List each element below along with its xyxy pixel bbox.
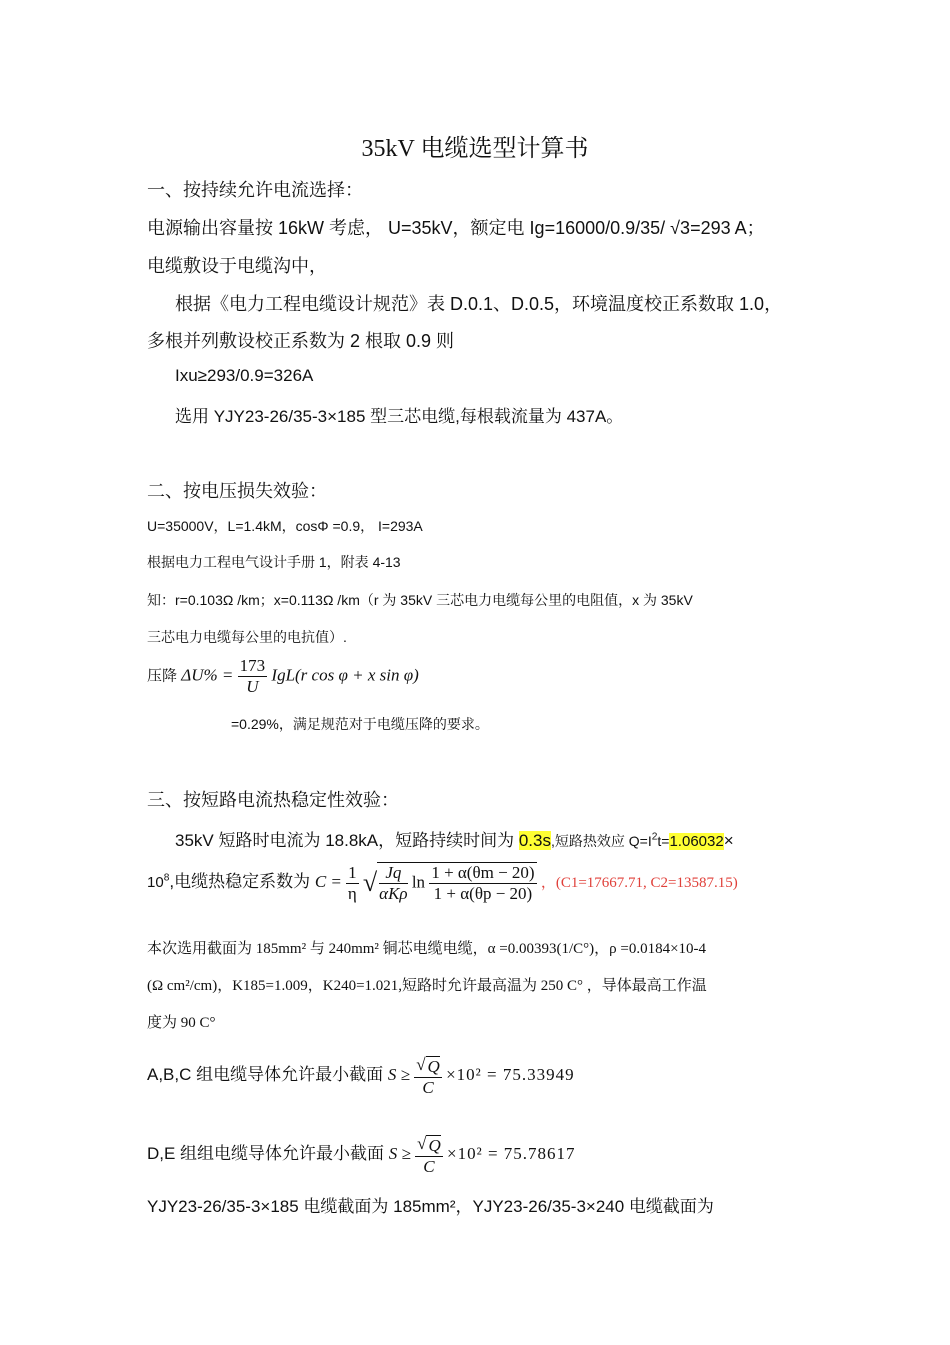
section2-line4: 三芯电力电缆每公里的电抗值）. bbox=[147, 629, 347, 645]
de-denominator: C bbox=[423, 1156, 435, 1176]
section3-line3: 本次选用截面为 185mm² 与 240mm² 铜芯电缆电缆，α =0.00393(1/C°)，ρ =0.0184×10-4 bbox=[147, 941, 707, 957]
section2-line2: 根据电力工程电气设计手册 1，附表 4-13 bbox=[147, 554, 401, 570]
abc-label: A,B,C 组电缆导体允许最小截面 bbox=[147, 1065, 388, 1085]
eta-denominator: η bbox=[347, 883, 357, 903]
ln-symbol: ln bbox=[411, 872, 426, 892]
formula-denominator: U bbox=[246, 677, 259, 696]
jq-numerator: Jq bbox=[379, 863, 407, 884]
section3-heading: 三、按短路电流热稳定性效验： bbox=[147, 790, 399, 810]
formula-prefix: 压降 bbox=[147, 667, 178, 685]
de-min-section bbox=[147, 1134, 576, 1177]
page-title: 35kV 电缆选型计算书 bbox=[361, 136, 589, 162]
jq-fraction bbox=[379, 863, 407, 904]
section2-heading: 二、按电压损失效验： bbox=[147, 481, 327, 501]
section1-line1: 电源输出容量按 16kW 考虑， U=35kV，额定电 Ig=16000/0.9/35/ √3=293 A； bbox=[147, 218, 765, 238]
exponent-2: 2 bbox=[651, 831, 658, 843]
eta-numerator: 1 bbox=[348, 862, 357, 882]
coefficient-values: ，(C1=17667.71, C2=13587.15) bbox=[540, 874, 738, 891]
abc-denominator: C bbox=[422, 1077, 434, 1097]
de-value: ×10² = 75.78617 bbox=[447, 1144, 576, 1164]
section1-line4: 多根并列敷设校正系数为 2 根取 0.9 则 bbox=[147, 331, 455, 351]
formula-lhs: ΔU% = bbox=[181, 665, 234, 685]
section1-line6: 选用 YJY23-26/35-3×185 型三芯电缆,每根载流量为 437A。 bbox=[175, 407, 624, 426]
abc-s: S ≥ bbox=[387, 1065, 410, 1085]
de-sqrt-q: Q bbox=[428, 1135, 441, 1155]
ln-numerator: 1 + α(θm − 20) bbox=[431, 863, 535, 882]
de-s: S ≥ bbox=[388, 1144, 411, 1164]
c-equals: C = bbox=[314, 871, 342, 891]
section3-line4: (Ω cm²/cm)，K185=1.009，K240=1.021,短路时允许最高温为 250 C° ，导体最高工作温 bbox=[147, 978, 707, 994]
times-sign: × bbox=[723, 831, 734, 850]
section1-line5: Ixu≥293/0.9=326A bbox=[175, 366, 314, 385]
short-circuit-text: 35kV 短路时电流为 18.8kA，短路持续时间为 bbox=[175, 831, 519, 850]
voltage-drop-formula bbox=[147, 656, 419, 697]
de-fraction bbox=[415, 1134, 443, 1177]
abc-fraction bbox=[414, 1055, 442, 1098]
coefficient-label: ,电缆热稳定系数为 bbox=[169, 871, 315, 891]
duration-highlight: 0.3s bbox=[518, 831, 551, 850]
abc-sqrt-q: Q bbox=[427, 1056, 440, 1076]
section2-line1: U=35000V，L=1.4kM，cosΦ =0.9， I=293A bbox=[147, 518, 423, 534]
ln-fraction bbox=[429, 863, 536, 904]
abc-value: ×10² = 75.33949 bbox=[446, 1065, 575, 1085]
sqrt-expression bbox=[377, 862, 536, 904]
de-numerator: √ Q bbox=[417, 1134, 441, 1155]
formula-rhs: IgL(r cos φ + x sin φ) bbox=[271, 665, 419, 685]
abc-min-section bbox=[147, 1055, 575, 1098]
heat-effect-t: t= bbox=[657, 833, 670, 849]
eta-fraction bbox=[346, 863, 359, 904]
section1-line3: 根据《电力工程电缆设计规范》表 D.0.1、D.0.5，环境温度校正系数取 1.0， bbox=[175, 294, 783, 314]
formula-fraction bbox=[238, 656, 268, 697]
thermal-coefficient-formula: $10^8$,电缆热稳定系数为 C = $\frac{1}{\eta}$ √ $\frac{Jq}{\text{αKρ}}$ ln $\frac{1 + \alpha(\theta m - 20)}{1 + \alpha(\theta p - 20)}$ ，(C1=17667.71, C2=13587.15) bbox=[147, 862, 738, 903]
section3-line5: 度为 90 C° bbox=[147, 1015, 216, 1031]
ten-power: 10 bbox=[147, 873, 164, 891]
section3-line1 bbox=[175, 826, 734, 851]
de-label: D,E 组组电缆导体允许最小截面 bbox=[147, 1144, 389, 1164]
section2-result: =0.29%，满足规范对于电缆压降的要求。 bbox=[231, 716, 489, 732]
section1-heading: 一、按持续允许电流选择： bbox=[147, 180, 363, 200]
abc-numerator: √ Q bbox=[416, 1055, 440, 1076]
exponent-8: 8 bbox=[163, 872, 170, 884]
section1-line2: 电缆敷设于电缆沟中， bbox=[147, 256, 327, 276]
heat-value-highlight: 1.06032 bbox=[669, 833, 724, 850]
section3-last-line: YJY23-26/35-3×185 电缆截面为 185mm²，YJY23-26/35-3×240 电缆截面为 bbox=[147, 1197, 714, 1216]
section2-line3: 知：r=0.103Ω /km；x=0.113Ω /km（r 为 35kV 三芯电力电缆每公里的电阻值，x 为 35kV bbox=[147, 592, 693, 608]
heat-effect-text: ,短路热效应 Q=I bbox=[550, 833, 652, 849]
ln-denominator: 1 + α(θp − 20) bbox=[433, 884, 533, 903]
formula-numerator: 173 bbox=[239, 656, 266, 675]
jq-denominator: αKρ bbox=[379, 884, 408, 903]
